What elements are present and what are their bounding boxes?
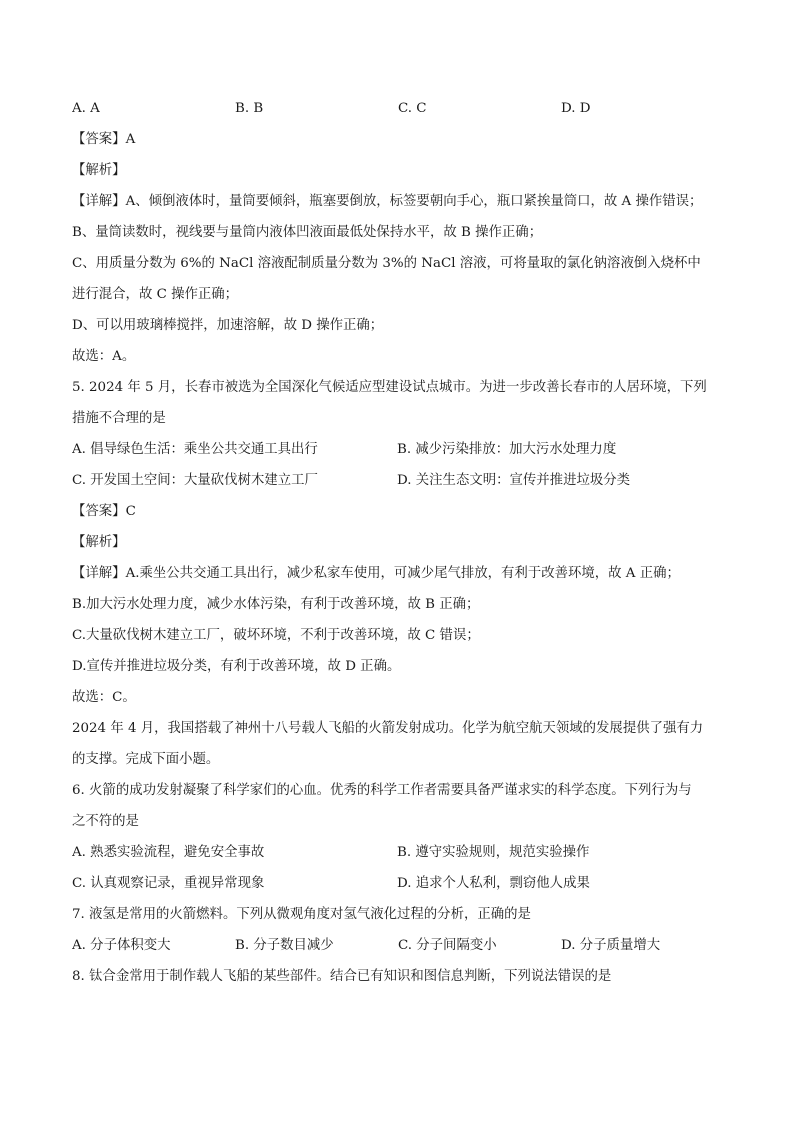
q7-option-d: D. 分子质量增大 <box>561 938 661 953</box>
q5-option-a: A. 倡导绿色生活：乘坐公共交通工具出行 <box>72 442 318 457</box>
q6-option-c: C. 认真观察记录，重视异常现象 <box>72 876 265 891</box>
q4-detail-line <box>72 186 724 217</box>
q5-detail-line: D.宣传并推进垃圾分类，有利于改善环境，故 D 正确。 <box>72 659 401 674</box>
q4-conclusion: 故选：A。 <box>72 349 136 364</box>
detail-text: A.乘坐公共交通工具出行，减少私家车使用，可减少尾气排放，有利于改善环境，故 A 正确； <box>125 566 680 581</box>
q5-option-d: D. 关注生态文明：宣传并推进垃圾分类 <box>397 473 631 488</box>
q7-option-c: C. 分子间隔变小 <box>398 938 497 953</box>
q4-detail-line: B、量筒读数时，视线要与量筒内液体凹液面最低处保持水平，故 B 操作正确； <box>72 225 543 240</box>
q5-stem: 措施不合理的是 <box>72 411 166 426</box>
q6-option-b: B. 遵守实验规则，规范实验操作 <box>397 845 590 860</box>
q5-analysis-heading <box>72 527 724 558</box>
document-page <box>72 93 724 992</box>
q4-analysis-heading <box>72 155 724 186</box>
q5-answer <box>72 496 724 527</box>
intro-text: 2024 年 4 月，我国搭载了神州十八号载人飞船的火箭发射成功。化学为航空航天领域的发展提供了强有力 <box>72 721 704 736</box>
q5-detail-line: C.大量砍伐树木建立工厂，破坏环境，不利于改善环境，故 C 错误； <box>72 628 480 643</box>
q7-option-b: B. 分子数目减少 <box>235 938 334 953</box>
detail-tag: 【 详解 】 <box>72 566 126 581</box>
q4-option-d: D. D <box>561 101 591 116</box>
answer-tag: 【 答案 】 <box>72 504 126 519</box>
q4-options <box>72 93 724 124</box>
answer-tag: 【 答案 】 <box>72 132 126 147</box>
q6-options-row <box>72 868 724 899</box>
intro-text: 的支撑。完成下面小题。 <box>72 752 220 767</box>
q6-options-row <box>72 837 724 868</box>
answer-value: C <box>125 504 136 519</box>
q5-detail-line: B.加大污水处理力度，减少水体污染，有利于改善环境，故 B 正确； <box>72 597 480 612</box>
q4-detail-line: 进行混合，故 C 操作正确； <box>72 287 239 302</box>
q7-option-a: A. 分子体积变大 <box>72 938 171 953</box>
q5-option-c: C. 开发国土空间：大量砍伐树木建立工厂 <box>72 473 318 488</box>
q4-detail-line: D、可以用玻璃棒搅拌，加速溶解，故 D 操作正确； <box>72 318 384 333</box>
q6-stem: 6. 火箭的成功发射凝聚了科学家们的心血。优秀的科学工作者需要具备严谨求实的科学态度。下列行为与 <box>72 783 692 798</box>
q5-options-row <box>72 434 724 465</box>
q6-option-a: A. 熟悉实验流程，避免安全事故 <box>72 845 265 860</box>
q5-stem: 5. 2024 年 5 月，长春市被选为全国深化气候适应型建设试点城市。为进一步改善长春市的人居环境，下列 <box>72 380 707 395</box>
q5-option-b: B. 减少污染排放：加大污水处理力度 <box>397 442 617 457</box>
q6-option-d: D. 追求个人私利，剽窃他人成果 <box>397 876 590 891</box>
q5-detail-line <box>72 558 724 589</box>
q4-option-b: B. B <box>235 101 264 116</box>
q4-option-a: A. A <box>72 101 100 116</box>
analysis-tag: 【 解析 】 <box>72 163 126 178</box>
q4-detail-line: C、用质量分数为 6%的 NaCl 溶液配制质量分数为 3%的 NaCl 溶液，可将量取的氯化钠溶液倒入烧杯中 <box>72 256 701 271</box>
q8-stem: 8. 钛合金常用于制作载人飞船的某些部件。结合已有知识和图信息判断，下列说法错误的是 <box>72 969 612 984</box>
q4-answer <box>72 124 724 155</box>
q5-options-row <box>72 465 724 496</box>
q7-stem: 7. 液氢是常用的火箭燃料。下列从微观角度对氢气液化过程的分析，正确的是 <box>72 907 531 922</box>
q5-conclusion: 故选：C。 <box>72 690 136 705</box>
answer-value: A <box>125 132 136 147</box>
detail-tag: 【 详解 】 <box>72 194 126 209</box>
q6-stem: 之不符的是 <box>72 814 139 829</box>
q7-options <box>72 930 724 961</box>
q4-option-c: C. C <box>398 101 427 116</box>
analysis-tag: 【 解析 】 <box>72 535 126 550</box>
detail-text: A、倾倒液体时，量筒要倾斜，瓶塞要倒放，标签要朝向手心，瓶口紧挨量筒口，故 A 操作错误； <box>125 194 703 209</box>
